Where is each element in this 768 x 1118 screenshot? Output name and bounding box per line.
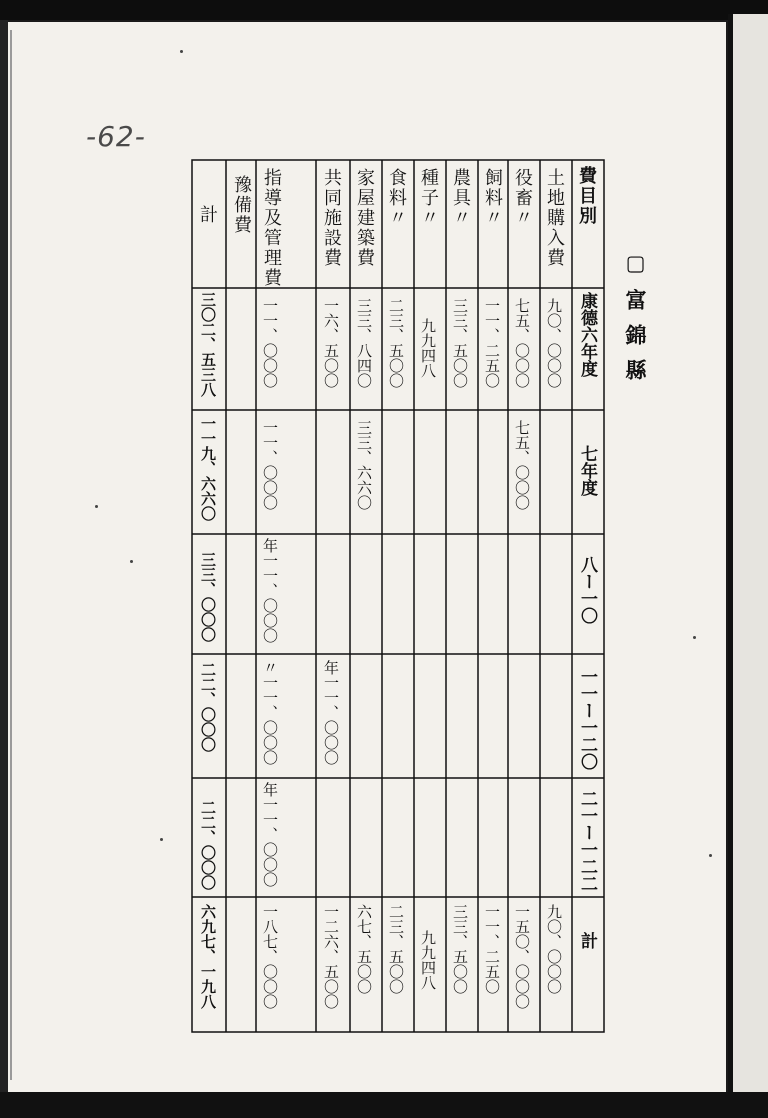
cell-food-y1: 二三、五〇〇: [387, 298, 405, 388]
cell-food-sum: 二三、五〇〇: [387, 904, 405, 994]
cell-total-y5: 二二、〇〇〇: [199, 800, 217, 890]
cell-land-y1: 九〇、〇〇〇: [545, 298, 563, 388]
cell-livestock-y1: 七五、〇〇〇: [513, 298, 531, 388]
category-total: 計: [197, 205, 218, 225]
cell-total-y1: 三〇二、五三八: [199, 292, 217, 397]
cell-guidance-y5: 年一一、〇〇〇: [261, 782, 279, 887]
scan-speck: [693, 636, 696, 639]
cell-common-y4: 年一一、〇〇〇: [322, 660, 340, 765]
header-year-11-120: 一一ー一二〇: [577, 668, 597, 770]
category-feed: 飼料〃: [482, 168, 503, 228]
header-year-6: 康德六年度: [577, 292, 597, 377]
cell-guidance-y4: 〃一一、〇〇〇: [261, 660, 279, 765]
category-tools: 農具〃: [450, 168, 471, 228]
cell-land-sum: 九〇、〇〇〇: [545, 904, 563, 994]
page-number: -62-: [86, 120, 146, 153]
cell-feed-sum: 一一、二五〇: [483, 904, 501, 994]
header-year-21-122: 二一ー一二二: [577, 790, 597, 892]
cell-common-sum: 一二六、五〇〇: [322, 904, 340, 1009]
cell-total-y3: 三三、〇〇〇: [199, 552, 217, 642]
header-year-8-10: 八ー一〇: [577, 556, 597, 624]
scan-speck: [95, 505, 98, 508]
scan-speck: [709, 854, 712, 857]
category-house: 家屋建築費: [354, 168, 375, 268]
cell-total-y2: 一一九、六六〇: [199, 416, 217, 521]
cell-house-y2: 三三、六六〇: [355, 420, 373, 510]
cell-guidance-sum: 一八七、〇〇〇: [261, 904, 279, 1009]
cell-guidance-y2: 一一、〇〇〇: [261, 420, 279, 510]
cell-common-y1: 一六、五〇〇: [322, 298, 340, 388]
header-year-7: 七年度: [577, 445, 597, 496]
county-heading: ▢富錦縣: [623, 250, 648, 394]
header-expense-item: 費目別: [576, 166, 597, 226]
cell-total-y4: 二二、〇〇〇: [199, 662, 217, 752]
category-food: 食料〃: [386, 168, 407, 228]
cell-tools-sum: 三三、五〇〇: [451, 904, 469, 994]
scan-speck: [180, 50, 183, 53]
cell-livestock-y2: 七五、〇〇〇: [513, 420, 531, 510]
table-border: [192, 160, 604, 1032]
cell-livestock-sum: 一五〇、〇〇〇: [513, 904, 531, 1009]
cell-guidance-y1: 一一、〇〇〇: [261, 298, 279, 388]
category-livestock: 役畜〃: [512, 168, 533, 228]
category-common-facilities: 共同施設費: [321, 168, 342, 268]
cell-tools-y1: 三三、五〇〇: [451, 298, 469, 388]
category-reserve: 豫備費: [231, 175, 252, 235]
cell-house-y1: 三三、八四〇: [355, 298, 373, 388]
category-guidance: 指導及管理費: [261, 168, 282, 288]
cell-house-sum: 六七、五〇〇: [355, 904, 373, 994]
scan-speck: [160, 838, 163, 841]
cell-guidance-y3: 年一一、〇〇〇: [261, 538, 279, 643]
category-land: 土地購入費: [544, 168, 565, 268]
cell-total-sum: 六九七、一九八: [199, 904, 217, 1009]
cell-seed-y1: 九九四八: [419, 318, 437, 378]
cell-feed-y1: 一一、二五〇: [483, 298, 501, 388]
cell-seed-sum: 九九四八: [419, 930, 437, 990]
header-total: 計: [577, 932, 597, 949]
category-seed: 種子〃: [418, 168, 439, 228]
scan-speck: [130, 560, 133, 563]
